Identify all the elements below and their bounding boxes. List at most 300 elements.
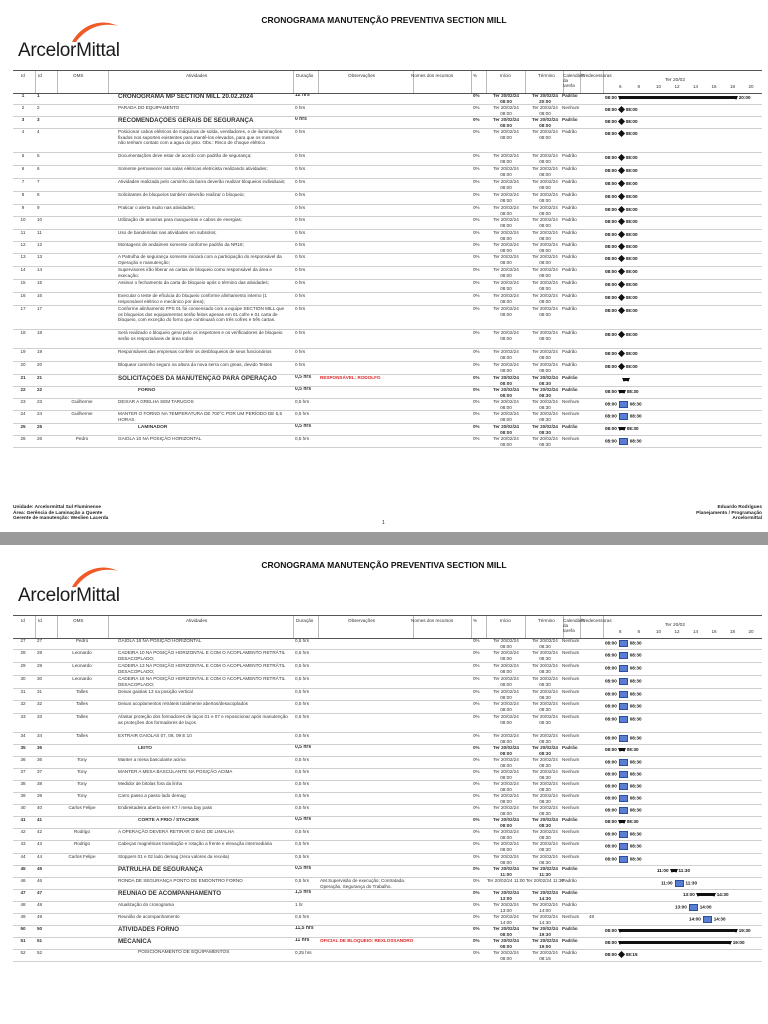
arcelormittal-logo [18, 20, 118, 66]
milestone-icon [618, 206, 625, 213]
row-wbs: 8 [37, 192, 40, 197]
row-duration: 0,5 hrs [295, 689, 310, 694]
gantt-start-label: 08:00 [605, 952, 617, 957]
gantt-start-label: 08:00 [605, 295, 617, 300]
row-calendar: Padrão [562, 387, 578, 392]
row-calendar: Padrão [562, 179, 577, 184]
row-percent: 0% [473, 411, 480, 416]
gantt-end-label: 08:30 [629, 678, 642, 684]
row-gantt [605, 330, 762, 349]
row-end: Ter 20/02/24 08:00 [532, 166, 558, 177]
row-id: 29 [20, 663, 26, 668]
gantt-start-label: 13:00 [675, 904, 687, 910]
gantt-tick: 18 [730, 84, 736, 89]
task-bar [619, 759, 628, 766]
task-bar [619, 691, 628, 698]
row-end: Ter 20/02/24 08:00 [532, 242, 558, 253]
row-start: Ter 20/02/24 08:00 [493, 733, 519, 744]
row-duration: 0,5 hrs [295, 866, 312, 871]
row-wbs: 43 [37, 841, 43, 846]
row-percent: 0% [473, 890, 480, 895]
gantt-start-label: 08:00 [605, 703, 617, 709]
milestone-icon [618, 255, 625, 262]
row-wbs: 35 [37, 745, 43, 750]
gantt-tick: 6 [619, 629, 622, 634]
row-wbs: 36 [37, 757, 43, 762]
table-row [13, 840, 762, 854]
row-duration: 0 hrs [295, 293, 306, 298]
row-duration: 0,5 hrs [295, 829, 310, 834]
row-percent: 0% [473, 117, 480, 122]
gantt-start-label: 08:00 [605, 831, 617, 837]
col-header-pct: % [473, 618, 478, 623]
row-id: 1 [21, 93, 25, 98]
row-start: Ter 20/02/24 08:00 [493, 205, 519, 216]
row-percent: 0% [473, 105, 480, 110]
row-activity: Montagens de andaimes somente conforme padrão da NR18; [118, 242, 244, 247]
row-end: Ter 20/02/24 08:30 [532, 781, 558, 792]
row-activity: MECANICA [118, 938, 152, 945]
gantt-start-label: 08:00 [605, 107, 617, 112]
row-percent: 0% [473, 242, 480, 247]
row-calendar: Padrão [562, 267, 577, 272]
row-calendar: Nenhum [562, 399, 580, 404]
task-bar [689, 904, 698, 911]
row-percent: 0% [473, 129, 480, 134]
row-gantt [605, 714, 762, 733]
row-duration: 11,5 hrs [295, 926, 314, 931]
row-end: Ter 20/02/24 08:00 [532, 217, 558, 228]
col-header-wbs: Id [38, 618, 42, 623]
row-activity: Reunião de acompanhamento [118, 914, 180, 919]
row-id: 25 [20, 424, 26, 429]
row-duration: 0,5 hrs [295, 805, 310, 810]
row-activity: REUNIÃO DE ACOMPANHAMENTO [118, 890, 222, 897]
gantt-bar-group [605, 308, 638, 314]
row-wbs: 37 [37, 769, 43, 774]
row-calendar: Padrão [562, 93, 578, 98]
row-percent: 0% [473, 436, 480, 441]
gantt-end-label: 08:00 [625, 207, 638, 212]
gantt-start-label: 08:00 [605, 168, 617, 173]
row-end: Ter 20/02/24 19:30 [532, 926, 558, 937]
row-end: Ter 20/02/24 08:30 [532, 757, 558, 768]
table-row [13, 216, 762, 230]
gantt-start-label: 08:00 [605, 783, 617, 789]
row-calendar: Padrão [562, 902, 577, 907]
col-header-pct: % [473, 73, 478, 78]
gantt-bar-group [605, 747, 639, 753]
gantt-bar-group [605, 282, 638, 288]
summary-bar [619, 820, 625, 823]
row-percent: 0% [473, 387, 480, 392]
row-end: Ter 20/02/24 08:00 [532, 330, 558, 341]
task-bar [619, 807, 628, 814]
gantt-bar-group [689, 916, 726, 923]
gantt-end-label: 08:00 [625, 244, 638, 249]
row-id: 8 [21, 192, 25, 197]
row-oms: Talles [76, 701, 88, 706]
summary-bar [697, 893, 715, 896]
gantt-end-label: 08:00 [625, 295, 638, 300]
row-calendar: Padrão [562, 242, 577, 247]
row-wbs: 39 [37, 793, 43, 798]
row-duration: 0,5 hrs [295, 757, 310, 762]
row-end: Ter 20/02/24 08:30 [532, 805, 558, 816]
gantt-end-label: 08:00 [625, 107, 638, 112]
row-id: 35 [20, 745, 26, 750]
row-activity: CADEIRA 13 NA POSIÇÃO HORIZONTAL E COM O ACOPLAMENTO RETRÁTIL DESACOPLADO; [118, 663, 286, 674]
row-calendar: Nenhum [562, 436, 580, 441]
row-id: 7 [21, 179, 25, 184]
row-duration: 0 hrs [295, 254, 306, 259]
row-calendar: Nenhum [562, 676, 580, 681]
row-percent: 0% [473, 769, 480, 774]
gantt-end-label: 08:00 [625, 181, 638, 186]
gantt-bar-group [605, 716, 642, 723]
summary-bar [619, 96, 737, 99]
row-activity: Atividades realizada pelo caminho da barra deverão realizar bloqueios individuais; [118, 179, 286, 184]
row-wbs: 25 [37, 424, 43, 429]
table-row [13, 191, 762, 205]
row-wbs: 28 [37, 650, 43, 655]
gantt-end-label: 08:00 [625, 131, 638, 136]
gantt-bar-group [605, 364, 638, 370]
gantt-bar-group [605, 735, 642, 742]
row-calendar: Nenhum [562, 650, 580, 655]
row-wbs: 51 [37, 938, 43, 943]
gantt-end-label: 08:00 [625, 219, 638, 224]
gantt-bar-group [605, 703, 642, 710]
row-duration: 0 hrs [295, 242, 306, 247]
gantt-tick: 20 [748, 84, 754, 89]
row-activity: Endireitadeira aberta sem K7 / mesa bay pass [118, 805, 213, 810]
row-wbs: 38 [37, 781, 43, 786]
gantt-start-label: 08:00 [605, 95, 617, 100]
row-duration: 0 hrs [295, 129, 306, 134]
row-calendar: Padrão [562, 280, 577, 285]
milestone-icon [618, 106, 625, 113]
row-start: Ter 20/02/24 08:00 [493, 938, 519, 949]
row-start: Ter 20/02/24 08:00 [493, 387, 519, 398]
gantt-bar-group [605, 691, 642, 698]
row-end: Ter 20/02/24 08:00 [532, 267, 558, 278]
milestone-icon [618, 130, 625, 137]
gantt-end-label: 08:30 [626, 426, 639, 431]
milestone-icon [618, 363, 625, 370]
col-header-duration: Duração [296, 618, 314, 623]
gantt-end-label: 08:30 [626, 747, 639, 752]
gantt-bar-group [605, 759, 642, 766]
row-wbs: 46 [37, 878, 43, 883]
row-activity: Manter a mesa basculante acima [118, 757, 186, 762]
row-activity: RONDA DE SEGURANÇA PONTO DE ENDONTRO FORNO [118, 878, 243, 883]
row-percent: 0% [473, 902, 480, 907]
milestone-icon [618, 154, 625, 161]
row-start: Ter 20/02/24 08:00 [493, 781, 519, 792]
table-row [13, 410, 762, 424]
gantt-start-label: 08:00 [605, 219, 617, 224]
row-calendar: Padrão [562, 817, 578, 822]
row-wbs: 27 [37, 638, 43, 643]
gantt-start-label: 08:00 [605, 389, 617, 394]
row-id: 22 [20, 387, 26, 392]
row-start: Ter 20/02/24 08:00 [493, 745, 519, 756]
row-wbs: 11 [37, 230, 42, 235]
col-header-observations: Observações [348, 73, 376, 78]
task-bar [619, 843, 628, 850]
row-activity: Executar o teste de eficácia do bloqueio conforme alinhamento interno (1 responsável elétrico e mecânico por área); [118, 293, 267, 304]
table-row [13, 361, 762, 375]
table-row [13, 713, 762, 733]
footer-company: Arcelormittal [732, 516, 762, 522]
row-id: 12 [20, 242, 26, 247]
gantt-end-label: 08:00 [625, 269, 638, 274]
row-percent: 0% [473, 914, 480, 919]
row-wbs: 42 [37, 829, 43, 834]
gantt-end-label: 08:30 [629, 735, 642, 741]
col-header-activities: Atividades [186, 73, 208, 78]
row-start: Ter 20/02/24 08:00 [493, 280, 519, 291]
row-percent: 0% [473, 866, 480, 871]
gantt-start-label: 11:00 [657, 868, 669, 873]
col-header-id: Id [21, 73, 25, 78]
row-duration: 0 hrs [295, 205, 306, 210]
row-id: 41 [20, 817, 26, 822]
row-calendar: Padrão [562, 293, 577, 298]
gantt-start-label: 08:00 [605, 795, 617, 801]
gantt-tick: 8 [637, 629, 641, 634]
milestone-icon [618, 307, 625, 314]
gantt-start-label: 08:00 [605, 282, 617, 287]
gantt-end-label: 20:00 [738, 95, 751, 100]
row-activity: Bloquear caminho seguro na altura da nova serra com greas, devido Testes [118, 362, 273, 367]
row-activity: LEITO [138, 746, 153, 751]
milestone-icon [618, 167, 625, 174]
row-id: 20 [20, 362, 26, 367]
row-calendar: Padrão [562, 362, 577, 367]
row-wbs: 22 [37, 387, 43, 392]
row-duration: 0,5 hrs [295, 769, 310, 774]
table-row [13, 435, 762, 448]
row-percent: 0% [473, 663, 480, 668]
row-percent: 0% [473, 349, 480, 354]
row-start: Ter 20/02/24 08:00 [493, 179, 519, 190]
row-wbs: 33 [37, 714, 43, 719]
row-duration: 0,5 hrs [295, 663, 310, 668]
row-oms: Leonardo [72, 676, 92, 681]
gantt-end-label: 08:00 [625, 332, 638, 337]
row-start: Ter 20/02/24 08:00 [493, 217, 519, 228]
task-bar [619, 856, 628, 863]
row-calendar: Padrão [562, 166, 577, 171]
row-activity: Documentações deve estar de acordo com padrão de segurança; [118, 153, 252, 158]
document-title: CRONOGRAMA MANUTENÇÃO PREVENTIVA SECTION MILL [261, 560, 507, 570]
gantt-bar-group [605, 843, 642, 850]
row-duration: 0,5 hrs [295, 793, 310, 798]
task-bar [675, 880, 684, 887]
row-wbs: 5 [37, 153, 40, 158]
row-start: Ter 20/02/24 08:00 [493, 841, 519, 852]
gantt-tick: 12 [674, 629, 680, 634]
col-header-id: Id [21, 618, 25, 623]
gantt-end-label: 14:30 [716, 892, 729, 897]
row-oms: Rodrigo [73, 841, 91, 846]
row-calendar: Nenhum [562, 105, 580, 110]
gantt-end-label: 08:30 [629, 783, 642, 789]
table-header [13, 70, 762, 94]
col-header-end: Término [538, 618, 555, 623]
row-id: 26 [20, 436, 26, 441]
row-wbs: 40 [37, 805, 43, 810]
row-duration: 0,5 hrs [295, 733, 310, 738]
row-activity: Uso de bandeirolas nas atividades em subsolos; [118, 230, 217, 235]
table-row [13, 675, 762, 689]
row-activity: Praticar o alerta muito nas atividades; [118, 205, 195, 210]
row-percent: 0% [473, 192, 480, 197]
row-id: 27 [20, 638, 26, 643]
row-wbs: 31 [37, 689, 43, 694]
row-percent: 0% [473, 424, 480, 429]
gantt-start-label: 08:00 [605, 807, 617, 813]
row-start: Ter 20/02/24 08:00 [493, 854, 519, 865]
task-bar [619, 401, 628, 408]
row-percent: 0% [473, 330, 480, 335]
row-duration: 1 hr [295, 902, 303, 907]
row-oms: Rodrigo [73, 829, 91, 834]
row-activity: Deixar acoplamentos retráteis totalmente abertos/desacoplados [118, 701, 248, 706]
gantt-bar-group [605, 928, 751, 934]
task-bar [619, 783, 628, 790]
row-calendar: Padrão [562, 153, 577, 158]
row-start: Ter 20/02/24 08:00 [493, 793, 519, 804]
row-id: 33 [20, 714, 26, 719]
row-calendar: Nenhum [562, 854, 580, 859]
table-row [13, 700, 762, 714]
row-id: 39 [20, 793, 26, 798]
gantt-start-label: 08:00 [605, 819, 617, 824]
gantt-start-label: 08:00 [605, 856, 617, 862]
gantt-end-label: 08:00 [625, 282, 638, 287]
col-header-start: Início [500, 618, 511, 623]
gantt-end-label: 11:30 [685, 880, 697, 886]
row-id: 24 [20, 411, 26, 416]
gantt-tick: 6 [619, 84, 622, 89]
gantt-start-label: 08:00 [605, 678, 617, 684]
task-bar [619, 771, 628, 778]
gantt-bar-group [661, 880, 697, 887]
row-duration: 0,5 hrs [295, 424, 312, 429]
row-activity: MANTER O FORNO NA TEMPERATURA DE 700°C POR UM PERÍODO DE 5,5 HORAS. [118, 411, 283, 422]
task-bar [619, 678, 628, 685]
row-start: Ter 20/02/24 08:00 [493, 254, 519, 265]
row-percent: 0% [473, 950, 480, 955]
gantt-end-label: 14:30 [713, 916, 726, 922]
gantt-start-label: 08:00 [605, 426, 617, 431]
row-wbs: 1 [37, 93, 40, 98]
row-start: Ter 20/02/24 08:00 [493, 689, 519, 700]
row-start: Ter 20/02/24 08:00 [493, 293, 519, 304]
row-end: Ter 20/02/24 08:00 [532, 362, 558, 373]
task-bar [619, 413, 628, 420]
milestone-icon [618, 281, 625, 288]
row-start: Ter 20/02/24 08:00 [493, 166, 519, 177]
row-wbs: 44 [37, 854, 43, 859]
table-row [13, 305, 762, 330]
col-header-duration: Duração [296, 73, 314, 78]
row-start: Ter 20/02/24 08:00 [493, 757, 519, 768]
row-observation: AM.Supervisão de execução; Contratada. Operação, Segurança do Trabalho. [320, 878, 406, 889]
row-end: Ter 20/02/24 08:30 [532, 817, 558, 828]
col-header-pred: Predecessoras [581, 618, 612, 623]
gantt-start-label: 08:00 [605, 351, 617, 356]
row-id: 17 [20, 306, 26, 311]
row-percent: 0% [473, 267, 480, 272]
col-header-start: Início [500, 73, 511, 78]
page-2 [0, 545, 768, 1024]
gantt-bar-group [605, 856, 642, 863]
row-duration: 0 hrs [295, 362, 306, 367]
col-header-oms: OMS [73, 618, 84, 623]
row-id: 3 [21, 117, 25, 122]
row-wbs: 10 [37, 217, 43, 222]
row-wbs: 29 [37, 663, 43, 668]
row-start: Ter 20/02/24 08:00 [493, 950, 519, 961]
gantt-bar-group [605, 940, 745, 946]
row-start: Ter 20/02/24 08:00 [493, 805, 519, 816]
row-id: 45 [20, 866, 26, 871]
row-end: Ter 20/02/24 08:30 [532, 841, 558, 852]
gantt-bar-group [605, 95, 751, 101]
gantt-start-label: 08:00 [605, 940, 617, 945]
row-calendar: Nenhum [562, 689, 580, 694]
row-start: Ter 20/02/24 08:00 [493, 242, 519, 253]
row-percent: 0% [473, 733, 480, 738]
gantt-end-label: 14:00 [699, 904, 712, 910]
gantt-start-label: 11:00 [661, 880, 673, 886]
row-duration: 0 hrs [295, 153, 306, 158]
row-start: Ter 20/02/24 14:00 [493, 914, 519, 925]
row-start: Ter 20/02/24 08:00 [493, 769, 519, 780]
row-percent: 0% [473, 829, 480, 834]
col-header-activities: Atividades [186, 618, 208, 623]
row-wbs: 6 [37, 166, 40, 171]
col-header-pred: Predecessoras [581, 73, 612, 78]
row-id: 51 [20, 938, 26, 943]
row-end: Ter 20/02/24 08:00 [532, 293, 558, 304]
row-percent: 0% [473, 375, 480, 380]
row-start: Ter 20/02/24 08:00 [493, 330, 519, 341]
row-calendar: Nenhum [562, 914, 580, 919]
gantt-start-label: 08:00 [605, 131, 617, 136]
row-start: Ter 20/02/24 08:00 [493, 349, 519, 360]
row-percent: 0% [473, 757, 480, 762]
row-end: Ter 20/02/24 08:30 [532, 411, 558, 422]
row-id: 14 [20, 267, 26, 272]
gantt-tick: 10 [656, 629, 662, 634]
row-end: Ter 20/02/24 08:30 [532, 638, 558, 649]
row-end: Ter 20/02/24 08:30 [532, 714, 558, 725]
row-start: Ter 20/02/24 08:00 [493, 926, 519, 937]
row-start: Ter 20/02/24 08:00 [493, 192, 519, 203]
gantt-end-label: 08:00 [625, 364, 638, 369]
row-wbs: 45 [37, 866, 43, 871]
row-activity: Responsáveis das empresas conferir os desbloqueios de seus funcionários [118, 349, 272, 354]
gantt-bar-group [605, 119, 638, 125]
col-header-wbs: Id [38, 73, 42, 78]
row-wbs: 41 [37, 817, 43, 822]
milestone-icon [618, 118, 625, 125]
